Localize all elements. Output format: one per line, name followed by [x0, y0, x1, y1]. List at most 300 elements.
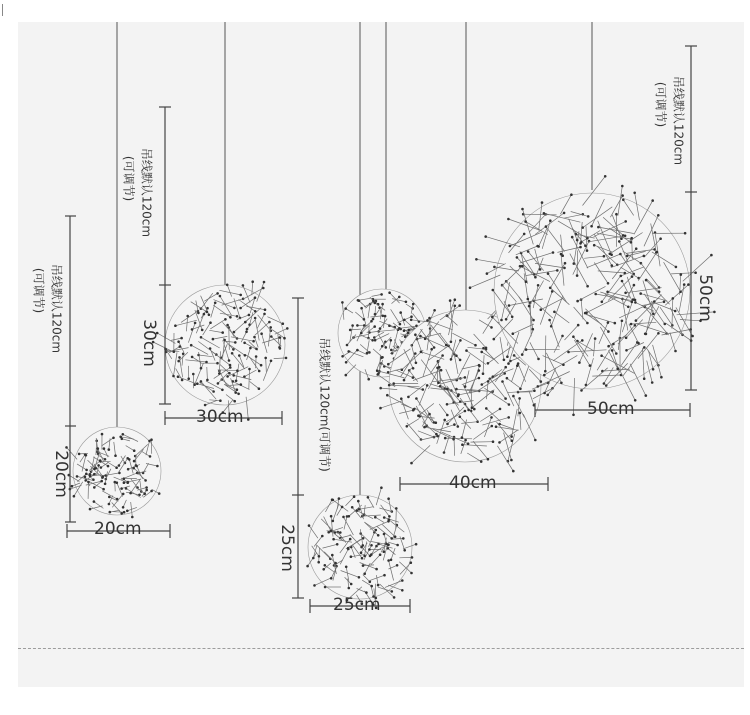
led-dot — [393, 596, 396, 599]
led-dot — [375, 529, 378, 532]
cord-sub-50: (可调节) — [653, 81, 668, 128]
led-dot — [356, 324, 359, 327]
led-dot — [611, 264, 614, 267]
led-dot — [231, 352, 234, 355]
led-dot — [498, 441, 501, 444]
led-dot — [624, 292, 627, 295]
led-dot — [365, 591, 368, 594]
led-dot — [527, 250, 530, 253]
led-dot — [129, 492, 132, 495]
led-dot — [576, 274, 579, 277]
led-dot — [490, 416, 493, 419]
led-dot — [362, 564, 365, 567]
led-dot — [423, 426, 426, 429]
led-dot — [415, 397, 418, 400]
led-dot — [234, 341, 237, 344]
led-dot — [345, 361, 348, 364]
led-dot — [620, 275, 623, 278]
led-dot — [214, 302, 217, 305]
led-dot — [403, 329, 406, 332]
led-dot — [624, 220, 627, 223]
led-dot — [556, 269, 559, 272]
led-dot — [114, 454, 117, 457]
led-dot — [571, 236, 574, 239]
led-dot — [402, 537, 405, 540]
led-dot — [387, 363, 390, 366]
led-dot — [126, 481, 129, 484]
led-dot — [570, 193, 573, 196]
led-dot — [279, 347, 282, 350]
led-dot — [390, 559, 393, 562]
led-dot — [369, 555, 372, 558]
led-dot — [407, 331, 410, 334]
led-dot — [122, 433, 125, 436]
led-dot — [408, 329, 411, 332]
led-dot — [467, 442, 470, 445]
led-dot — [123, 511, 126, 514]
width-label-30: 30cm — [196, 407, 244, 427]
led-dot — [549, 219, 552, 222]
led-dot — [134, 455, 137, 458]
led-dot — [212, 338, 215, 341]
led-dot — [374, 516, 377, 519]
led-dot — [511, 316, 514, 319]
led-dot — [120, 487, 123, 490]
led-dot — [187, 377, 190, 380]
led-dot — [388, 515, 391, 518]
led-dot — [609, 253, 612, 256]
led-dot — [482, 347, 485, 350]
led-dot — [475, 258, 478, 261]
spheres — [65, 175, 716, 609]
led-dot — [336, 543, 339, 546]
led-dot — [358, 576, 361, 579]
height-label-30: 30cm — [139, 319, 159, 367]
led-dot — [363, 318, 366, 321]
led-dot — [452, 438, 455, 441]
led-dot — [242, 284, 245, 287]
led-dot — [387, 497, 390, 500]
led-dot — [516, 364, 519, 367]
led-dot — [318, 555, 321, 558]
led-dot — [621, 185, 624, 188]
led-dot — [513, 354, 516, 357]
led-dot — [428, 413, 431, 416]
led-dot — [201, 329, 204, 332]
led-dot — [375, 545, 378, 548]
led-dot — [564, 262, 567, 265]
led-dot — [643, 377, 646, 380]
led-dot — [384, 315, 387, 318]
led-dot — [103, 447, 106, 450]
led-dot — [158, 492, 161, 495]
led-dot — [229, 316, 232, 319]
led-dot — [471, 406, 474, 409]
led-dot — [419, 335, 422, 338]
led-dot — [252, 340, 255, 343]
led-dot — [371, 339, 374, 342]
led-dot — [512, 395, 515, 398]
led-dot — [204, 404, 207, 407]
led-dot — [331, 498, 334, 501]
led-dot — [240, 383, 243, 386]
led-dot — [380, 486, 383, 489]
led-dot — [492, 289, 495, 292]
led-dot — [584, 244, 587, 247]
led-dot — [493, 338, 496, 341]
led-dot — [621, 320, 624, 323]
led-dot — [192, 373, 195, 376]
led-dot — [430, 348, 433, 351]
led-dot — [330, 577, 333, 580]
led-dot — [358, 508, 361, 511]
led-dot — [614, 322, 617, 325]
led-dot — [410, 319, 413, 322]
led-dot — [586, 237, 589, 240]
led-dot — [577, 324, 580, 327]
led-dot — [131, 516, 134, 519]
led-dot — [605, 384, 608, 387]
led-dot — [405, 301, 408, 304]
led-dot — [248, 314, 251, 317]
led-dot — [374, 313, 377, 316]
led-dot — [407, 396, 410, 399]
led-dot — [521, 208, 524, 211]
led-dot — [485, 347, 488, 350]
led-dot — [391, 590, 394, 593]
led-dot — [611, 349, 614, 352]
led-dot — [396, 544, 399, 547]
led-dot — [254, 317, 257, 320]
led-dot — [101, 476, 104, 479]
led-dot — [656, 251, 659, 254]
led-dot — [396, 564, 399, 567]
led-dot — [89, 475, 92, 478]
led-dot — [543, 392, 546, 395]
led-dot — [675, 266, 678, 269]
led-dot — [446, 414, 449, 417]
led-dot — [508, 403, 511, 406]
led-dot — [537, 284, 540, 287]
led-dot — [312, 557, 315, 560]
led-dot — [370, 585, 373, 588]
led-dot — [180, 337, 183, 340]
led-dot — [341, 301, 344, 304]
led-dot — [286, 327, 289, 330]
led-dot — [85, 469, 88, 472]
led-dot — [367, 378, 370, 381]
led-dot — [219, 399, 222, 402]
led-dot — [112, 437, 115, 440]
led-dot — [464, 376, 467, 379]
led-dot — [268, 321, 271, 324]
cord-text-30: 吊线默认120cm — [139, 147, 154, 238]
led-dot — [190, 344, 193, 347]
led-dot — [383, 533, 386, 536]
led-dot — [87, 481, 90, 484]
led-dot — [426, 319, 429, 322]
led-dot — [249, 347, 252, 350]
led-dot — [203, 313, 206, 316]
led-dot — [341, 355, 344, 358]
led-dot — [645, 394, 648, 397]
led-dot — [645, 279, 648, 282]
led-dot — [341, 506, 344, 509]
led-dot — [377, 534, 380, 537]
led-dot — [264, 357, 267, 360]
led-dot — [439, 385, 442, 388]
led-dot — [370, 320, 373, 323]
led-dot — [562, 363, 565, 366]
led-dot — [444, 437, 447, 440]
led-dot — [78, 453, 81, 456]
led-dot — [630, 323, 633, 326]
led-dot — [270, 335, 273, 338]
led-dot — [99, 459, 102, 462]
led-dot — [394, 535, 397, 538]
cord-sub-30: (可调节) — [121, 155, 136, 202]
led-dot — [89, 508, 92, 511]
led-dot — [639, 292, 642, 295]
led-dot — [643, 346, 646, 349]
led-dot — [445, 344, 448, 347]
led-dot — [108, 448, 111, 451]
led-dot — [373, 325, 376, 328]
led-dot — [435, 421, 438, 424]
led-dot — [283, 337, 286, 340]
led-dot — [132, 467, 135, 470]
led-dot — [510, 459, 513, 462]
led-dot — [228, 359, 231, 362]
led-dot — [576, 239, 579, 242]
led-dot — [356, 509, 359, 512]
led-dot — [552, 251, 555, 254]
width-label-25: 25cm — [333, 595, 381, 615]
led-dot — [123, 477, 126, 480]
led-dot — [209, 321, 212, 324]
led-dot — [511, 439, 514, 442]
led-dot — [532, 328, 535, 331]
led-dot — [482, 372, 485, 375]
led-dot — [652, 368, 655, 371]
led-dot — [232, 374, 235, 377]
led-dot — [339, 531, 342, 534]
led-dot — [345, 566, 348, 569]
led-dot — [344, 307, 347, 310]
led-dot — [487, 362, 490, 365]
sphere-50-outline — [494, 193, 690, 389]
wire-strut — [545, 336, 546, 372]
led-dot — [177, 375, 180, 378]
led-dot — [258, 387, 261, 390]
led-dot — [232, 348, 235, 351]
led-dot — [659, 237, 662, 240]
led-dot — [104, 483, 107, 486]
led-dot — [376, 369, 379, 372]
led-dot — [443, 419, 446, 422]
led-dot — [544, 370, 547, 373]
led-dot — [216, 292, 219, 295]
led-dot — [537, 385, 540, 388]
led-dot — [415, 543, 418, 546]
led-dot — [539, 268, 542, 271]
led-dot — [590, 225, 593, 228]
led-dot — [135, 464, 138, 467]
led-dot — [710, 254, 713, 257]
led-dot — [537, 245, 540, 248]
led-dot — [547, 272, 550, 275]
led-dot — [579, 246, 582, 249]
cord-note-50 — [671, 76, 688, 166]
led-dot — [270, 360, 273, 363]
led-dot — [586, 249, 589, 252]
led-dot — [486, 272, 489, 275]
led-dot — [121, 438, 124, 441]
led-dot — [414, 333, 417, 336]
led-dot — [528, 305, 531, 308]
led-dot — [524, 220, 527, 223]
led-dot — [464, 410, 467, 413]
led-dot — [612, 343, 615, 346]
led-dot — [487, 458, 490, 461]
led-dot — [385, 346, 388, 349]
led-dot — [156, 465, 159, 468]
led-dot — [519, 412, 522, 415]
led-dot — [205, 361, 208, 364]
led-dot — [239, 294, 242, 297]
led-dot — [226, 284, 229, 287]
led-dot — [411, 556, 414, 559]
led-dot — [438, 366, 441, 369]
led-dot — [377, 543, 380, 546]
led-dot — [367, 496, 370, 499]
led-dot — [440, 369, 443, 372]
led-dot — [619, 253, 622, 256]
led-dot — [379, 553, 382, 556]
led-dot — [413, 408, 416, 411]
led-dot — [330, 515, 333, 518]
led-dot — [634, 301, 637, 304]
led-dot — [521, 353, 524, 356]
led-dot — [217, 382, 220, 385]
led-dot — [441, 354, 444, 357]
led-dot — [279, 336, 282, 339]
led-dot — [133, 449, 136, 452]
led-dot — [104, 458, 107, 461]
led-dot — [357, 500, 360, 503]
led-dot — [403, 379, 406, 382]
led-dot — [97, 464, 100, 467]
led-dot — [200, 380, 203, 383]
led-dot — [635, 247, 638, 250]
led-dot — [521, 265, 524, 268]
led-dot — [543, 374, 546, 377]
led-dot — [426, 384, 429, 387]
led-dot — [148, 440, 151, 443]
led-dot — [93, 486, 96, 489]
led-dot — [322, 568, 325, 571]
led-dot — [392, 382, 395, 385]
led-dot — [422, 388, 425, 391]
led-dot — [581, 226, 584, 229]
led-dot — [585, 311, 588, 314]
led-dot — [347, 350, 350, 353]
led-dot — [631, 275, 634, 278]
led-dot — [346, 344, 349, 347]
led-dot — [360, 551, 363, 554]
led-dot — [347, 547, 350, 550]
led-dot — [625, 337, 628, 340]
led-dot — [317, 561, 320, 564]
led-dot — [375, 568, 378, 571]
led-dot — [377, 584, 380, 587]
led-dot — [586, 322, 589, 325]
led-dot — [360, 332, 363, 335]
led-dot — [461, 443, 464, 446]
led-dot — [282, 322, 285, 325]
led-dot — [356, 349, 359, 352]
led-dot — [437, 381, 440, 384]
led-dot — [350, 555, 353, 558]
led-dot — [379, 387, 382, 390]
led-dot — [657, 332, 660, 335]
led-dot — [410, 462, 413, 465]
led-dot — [424, 338, 427, 341]
led-dot — [321, 535, 324, 538]
led-dot — [334, 562, 337, 565]
led-dot — [560, 382, 563, 385]
led-dot — [324, 564, 327, 567]
cord-note-25: 吊线默认120cm(可调节) — [317, 337, 332, 472]
led-dot — [491, 316, 494, 319]
led-dot — [226, 324, 229, 327]
led-dot — [186, 315, 189, 318]
led-dot — [621, 194, 624, 197]
led-dot — [229, 364, 232, 367]
led-dot — [664, 323, 667, 326]
led-dot — [388, 384, 391, 387]
led-dot — [208, 314, 211, 317]
led-dot — [390, 349, 393, 352]
led-dot — [561, 254, 564, 257]
led-dot — [501, 380, 504, 383]
led-dot — [115, 466, 118, 469]
led-dot — [506, 377, 509, 380]
led-dot — [457, 393, 460, 396]
led-dot — [663, 301, 666, 304]
led-dot — [594, 337, 597, 340]
led-dot — [546, 394, 549, 397]
led-dot — [243, 342, 246, 345]
led-dot — [345, 374, 348, 377]
led-dot — [519, 388, 522, 391]
led-dot — [474, 344, 477, 347]
led-dot — [263, 313, 266, 316]
led-dot — [348, 515, 351, 518]
led-dot — [332, 538, 335, 541]
led-dot — [374, 339, 377, 342]
led-dot — [173, 350, 176, 353]
led-dot — [388, 291, 391, 294]
led-dot — [553, 311, 556, 314]
dashed-divider — [18, 648, 744, 649]
led-dot — [458, 304, 461, 307]
cord-sub-20: (可调节) — [31, 267, 46, 314]
led-dot — [219, 295, 222, 298]
led-dot — [244, 321, 247, 324]
led-dot — [581, 339, 584, 342]
led-dot — [504, 366, 507, 369]
